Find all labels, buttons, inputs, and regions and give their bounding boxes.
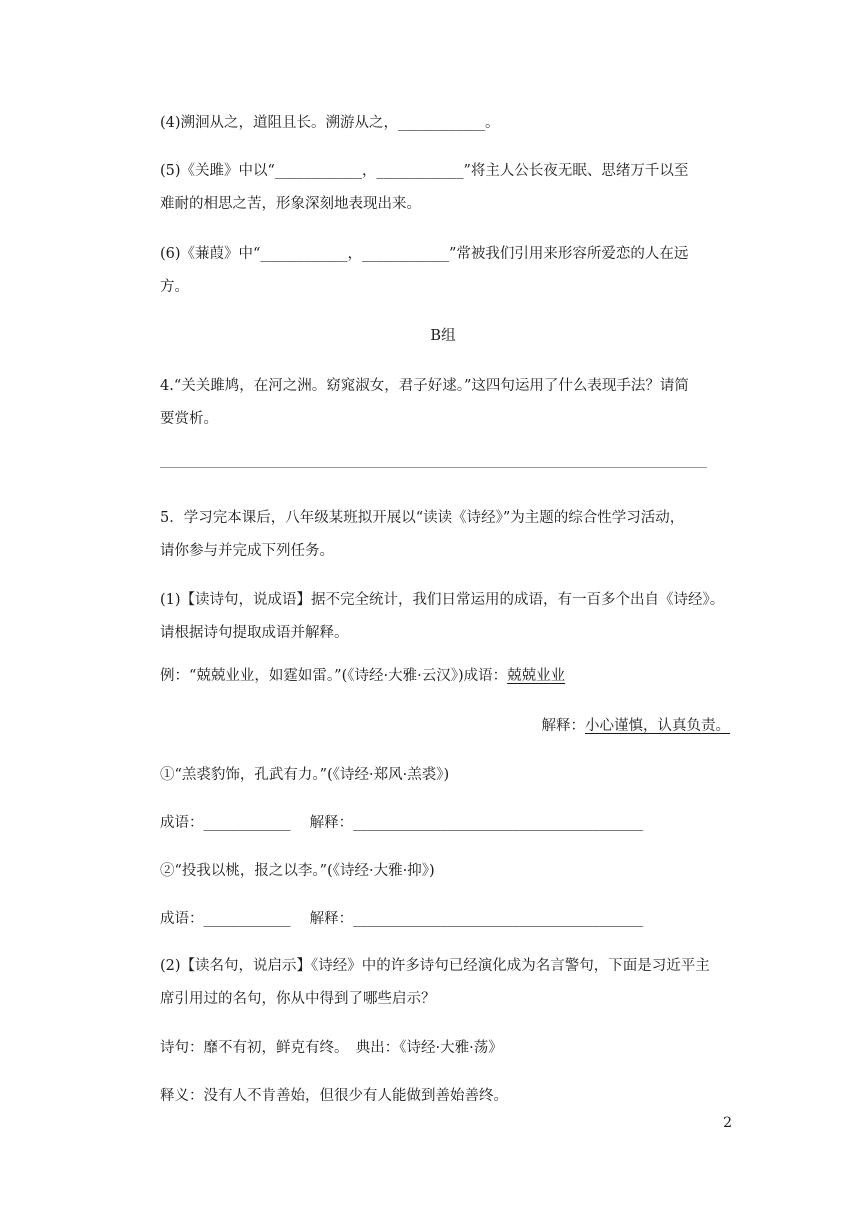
question-4-line2: 要赏析。 — [160, 411, 218, 427]
meaning-line: 释义：没有人不肯善始，但很少有人能做到善始善终。 — [160, 1088, 508, 1104]
question-3-5-line1: (5)《关雎》中以“____________，____________”将主人公长夜无眠、思绪万千以至 — [160, 163, 689, 179]
idiom-item-1-answer: 成语：____________ 解释：________________________________________ — [160, 815, 644, 831]
page-number: 2 — [723, 1115, 732, 1131]
question-3-4: (4)溯洄从之，道阻且长。溯游从之，____________。 — [160, 115, 500, 131]
task-2-line2: 席引用过的名句，你从中得到了哪些启示？ — [160, 991, 436, 1007]
idiom-item-1: ①“羔裘豹饰，孔武有力。”(《诗经·郑风·羔裘》) — [160, 767, 450, 783]
example-explanation-text: 小心谨慎，认真负责。 — [585, 718, 730, 734]
example-explanation-label: 解释： — [541, 718, 585, 734]
poem-line: 诗句：靡不有初，鲜克有终。 典出：《诗经·大雅·荡》 — [160, 1040, 503, 1056]
task-2-line1: (2)【读名句，说启示】《诗经》中的许多诗句已经演化成为名言警句，下面是习近平主 — [160, 958, 710, 974]
section-b-title: B组 — [430, 328, 456, 344]
question-4-line1: 4.“关关雎鸠，在河之洲。窈窕淑女，君子好逑。”这四句运用了什么表现手法？请简 — [160, 378, 689, 394]
answer-line — [160, 467, 707, 468]
question-5-line1: 5．学习完本课后，八年级某班拟开展以“读读《诗经》”为主题的综合性学习活动， — [160, 510, 685, 526]
example-prefix: 例：“兢兢业业，如霆如雷。”(《诗经·大雅·云汉》)成语： — [160, 668, 508, 684]
example-line — [160, 666, 565, 686]
example-idiom: 兢兢业业 — [507, 668, 566, 684]
question-3-6-line2: 方。 — [160, 279, 189, 295]
task-1-line1: (1)【读诗句，说成语】据不完全统计，我们日常运用的成语，有一百多个出自《诗经》。 — [160, 592, 725, 608]
question-3-5-line2: 难耐的相思之苦，形象深刻地表现出来。 — [160, 196, 421, 212]
question-5-line2: 请你参与并完成下列任务。 — [160, 543, 334, 559]
idiom-item-2-answer: 成语：____________ 解释：________________________________________ — [160, 911, 644, 927]
example-explanation — [542, 716, 731, 736]
question-3-6-line1: (6)《蒹葭》中“____________，____________”常被我们引用来形容所爱恋的人在远 — [160, 246, 689, 262]
idiom-item-2: ②“投我以桃，报之以李。”(《诗经·大雅·抑》) — [160, 863, 435, 879]
task-1-line2: 请根据诗句提取成语并解释。 — [160, 625, 349, 641]
